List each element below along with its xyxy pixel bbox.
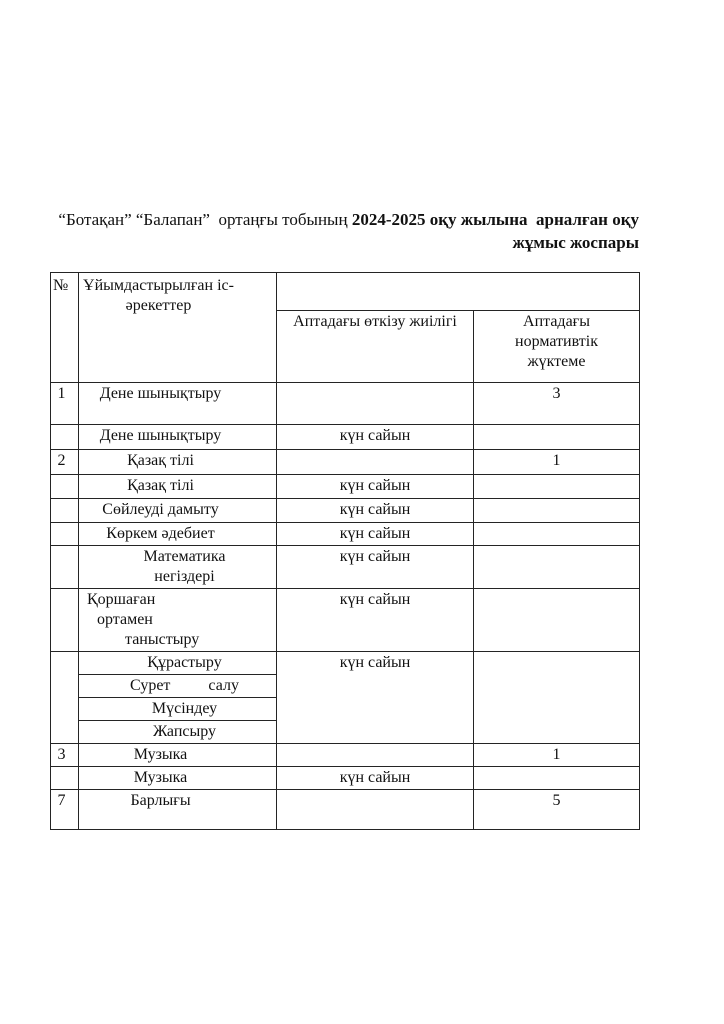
header-load-line: Аптадағы <box>523 313 590 330</box>
cell-activity-item: Мүсіндеу <box>79 698 277 721</box>
activity-line: ортамен <box>97 611 153 628</box>
title-text-bold-line2: жұмыс жоспары <box>512 233 639 252</box>
table-row <box>51 383 640 425</box>
cell-num: 2 <box>51 450 79 475</box>
title-text-bold: 2024-2025 оқу жылына арналған оқу <box>351 210 639 229</box>
cell-activity: Музыка <box>79 767 277 790</box>
table-row <box>51 744 640 767</box>
cell-num <box>51 475 79 499</box>
schedule-table <box>50 272 640 830</box>
cell-load <box>474 652 640 744</box>
cell-activity: Дене шынықтыру <box>79 383 277 425</box>
table-header-row-1 <box>51 273 640 311</box>
cell-frequency: күн сайын <box>277 546 474 589</box>
cell-activity: Барлығы <box>79 790 277 830</box>
table-row <box>51 475 640 499</box>
table-row <box>51 767 640 790</box>
cell-load <box>474 475 640 499</box>
cell-num <box>51 767 79 790</box>
cell-num: 3 <box>51 744 79 767</box>
table-row <box>51 499 640 523</box>
cell-frequency <box>277 450 474 475</box>
activity-line: Математика <box>143 548 226 565</box>
cell-num <box>51 589 79 652</box>
title-text-normal: “Ботақан” “Балапан” ортаңғы тобының <box>58 210 352 229</box>
cell-activity <box>79 589 277 652</box>
table-row <box>51 523 640 546</box>
cell-activity: Көркем әдебиет <box>79 523 277 546</box>
cell-frequency <box>277 383 474 425</box>
cell-num: 1 <box>51 383 79 425</box>
cell-frequency: күн сайын <box>277 523 474 546</box>
cell-load <box>474 425 640 450</box>
table-row <box>51 589 640 652</box>
cell-load <box>474 523 640 546</box>
cell-activity: Қазақ тілі <box>79 450 277 475</box>
header-load-line: жүктеме <box>527 353 586 370</box>
activity-line: Қоршаған <box>87 591 156 608</box>
header-cell-load <box>474 311 640 383</box>
header-cell-frequency: Аптадағы өткізу жиілігі <box>277 311 474 383</box>
cell-num <box>51 523 79 546</box>
header-cell-merged-empty <box>277 273 640 311</box>
cell-load: 1 <box>474 450 640 475</box>
activity-line: таныстыру <box>125 631 200 648</box>
cell-frequency: күн сайын <box>277 499 474 523</box>
cell-activity-item: Жапсыру <box>79 721 277 744</box>
cell-activity-item: Құрастыру <box>79 652 277 675</box>
cell-num <box>51 425 79 450</box>
header-cell-activities: Ұйымдастырылған іс-әрекеттер <box>79 273 277 383</box>
cell-num <box>51 652 79 744</box>
table-row <box>51 425 640 450</box>
table-row <box>51 546 640 589</box>
cell-load <box>474 499 640 523</box>
cell-num: 7 <box>51 790 79 830</box>
header-load-line: нормативтік <box>515 333 598 350</box>
cell-frequency: күн сайын <box>277 589 474 652</box>
cell-frequency <box>277 744 474 767</box>
cell-frequency: күн сайын <box>277 767 474 790</box>
activity-line: негіздері <box>154 568 215 585</box>
document-title <box>50 208 639 254</box>
cell-load: 1 <box>474 744 640 767</box>
table-row-total <box>51 790 640 830</box>
cell-load <box>474 546 640 589</box>
cell-activity-item: Сурет салу <box>79 675 277 698</box>
cell-num <box>51 499 79 523</box>
cell-num <box>51 546 79 589</box>
table-row <box>51 450 640 475</box>
cell-frequency: күн сайын <box>277 425 474 450</box>
cell-load: 3 <box>474 383 640 425</box>
cell-activity <box>79 546 277 589</box>
cell-activity: Дене шынықтыру <box>79 425 277 450</box>
header-cell-num: № <box>51 273 79 383</box>
cell-activity: Қазақ тілі <box>79 475 277 499</box>
cell-load <box>474 767 640 790</box>
table-row-group <box>51 652 640 675</box>
cell-frequency: күн сайын <box>277 475 474 499</box>
cell-load: 5 <box>474 790 640 830</box>
cell-activity: Музыка <box>79 744 277 767</box>
cell-load <box>474 589 640 652</box>
cell-frequency <box>277 790 474 830</box>
cell-activity: Сөйлеуді дамыту <box>79 499 277 523</box>
cell-frequency: күн сайын <box>277 652 474 744</box>
